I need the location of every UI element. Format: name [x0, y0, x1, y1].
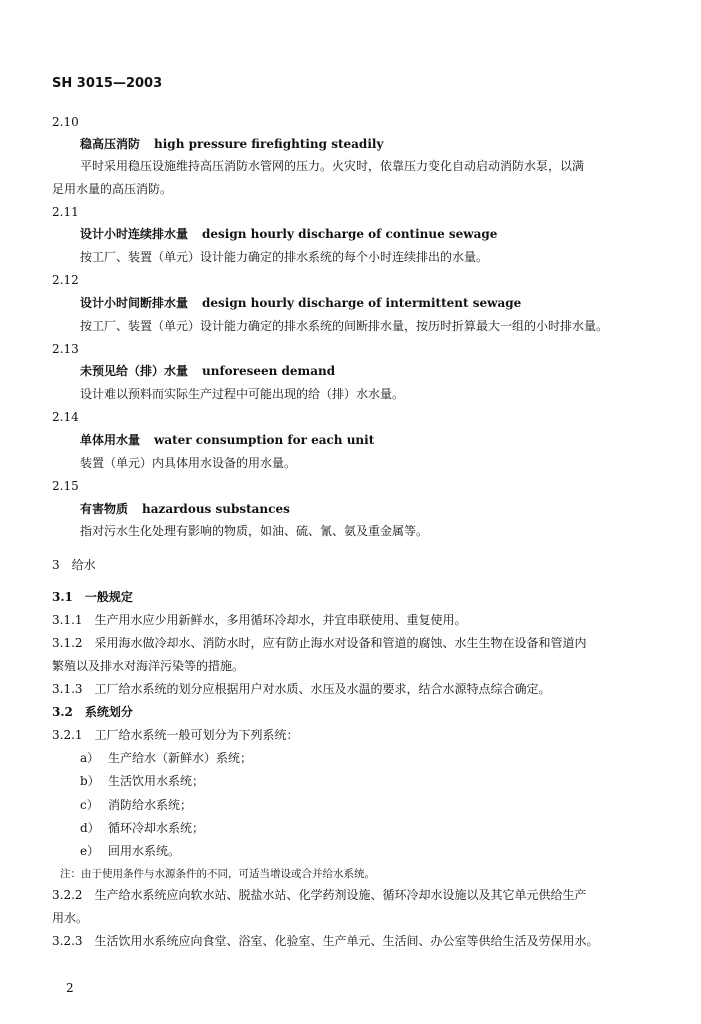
term-heading — [80, 226, 497, 242]
term-number: 2.15 — [52, 479, 79, 493]
clause: 3.2.1 工厂给水系统一般可划分为下列系统： — [52, 728, 299, 742]
term-en: hazardous substances — [142, 502, 290, 516]
term-en: design hourly discharge of intermittent sewage — [202, 296, 522, 310]
term-number: 2.13 — [52, 342, 79, 356]
subsection-heading: 3.2 系统划分 — [52, 705, 133, 719]
term-body: 指对污水生化处理有影响的物质，如油、硫、氰、氨及重金属等。 — [80, 524, 429, 538]
term-body-cont: 足用水量的高压消防。 — [52, 182, 173, 196]
term-body: 按工厂、装置（单元）设计能力确定的排水系统的每个小时连续排出的水量。 — [80, 250, 489, 264]
note: 注：由于使用条件与水源条件的不同，可适当增设或合并给水系统。 — [60, 868, 375, 880]
list-label: d） — [80, 821, 100, 835]
term-heading — [80, 363, 335, 379]
term-zh: 设计小时连续排水量 — [80, 227, 189, 241]
clause: 3.1.2 采用海水做冷却水、消防水时，应有防止海水对设备和管道的腐蚀、水生生物在设备和管道内 — [52, 636, 587, 650]
term-zh: 单体用水量 — [80, 433, 141, 447]
term-number: 2.11 — [52, 205, 79, 219]
term-heading — [80, 136, 383, 152]
list-text: 消防给水系统； — [108, 798, 193, 812]
clause: 3.2.3 生活饮用水系统应向食堂、浴室、化验室、生产单元、生活间、办公室等供给生活及劳保用水。 — [52, 934, 599, 948]
term-body: 装置（单元）内具体用水设备的用水量。 — [80, 456, 297, 470]
list-text: 循环冷却水系统； — [108, 821, 205, 835]
term-body: 按工厂、装置（单元）设计能力确定的排水系统的间断排水量，按历时折算最大一组的小时排水量。 — [80, 319, 609, 333]
list-item — [80, 750, 252, 766]
term-number: 2.12 — [52, 273, 79, 287]
term-zh: 稳高压消防 — [80, 137, 141, 151]
subsection-heading: 3.1 一般规定 — [52, 590, 133, 604]
term-en: unforeseen demand — [202, 364, 336, 378]
term-en: water consumption for each unit — [154, 433, 375, 447]
term-heading — [80, 432, 374, 448]
list-item — [80, 773, 204, 789]
term-heading — [80, 501, 290, 517]
list-label: e） — [80, 844, 100, 858]
list-text: 生活饮用水系统； — [108, 774, 205, 788]
list-text: 生产给水（新鲜水）系统； — [108, 751, 253, 765]
term-en: design hourly discharge of continue sewage — [202, 227, 498, 241]
clause-cont: 繁殖以及排水对海洋污染等的措施。 — [52, 659, 245, 673]
list-label: b） — [80, 774, 100, 788]
term-body: 平时采用稳压设施维持高压消防水管网的压力。火灾时，依靠压力变化自动启动消防水泵，以满 — [80, 159, 585, 173]
list-item — [80, 797, 192, 813]
list-label: c） — [80, 798, 99, 812]
term-zh: 有害物质 — [80, 502, 129, 516]
list-text: 回用水系统。 — [108, 844, 181, 858]
term-heading — [80, 295, 521, 311]
clause: 3.1.1 生产用水应少用新鲜水，多用循环冷却水，并宜串联使用、重复使用。 — [52, 613, 467, 627]
term-number: 2.14 — [52, 410, 79, 424]
clause: 3.2.2 生产给水系统应向软水站、脱盐水站、化学药剂设施、循环冷却水设施以及其它单元供给生产 — [52, 888, 587, 902]
list-item — [80, 820, 204, 836]
section-title: 3 给水 — [52, 558, 96, 572]
term-number: 2.10 — [52, 115, 79, 129]
clause-cont: 用水。 — [52, 911, 89, 925]
page-number: 2 — [66, 981, 74, 995]
term-zh: 未预见给（排）水量 — [80, 364, 189, 378]
document-header-code: SH 3015—2003 — [52, 76, 163, 91]
list-label: a） — [80, 751, 100, 765]
term-body: 设计难以预料而实际生产过程中可能出现的给（排）水水量。 — [80, 387, 405, 401]
list-item — [80, 843, 180, 859]
clause: 3.1.3 工厂给水系统的划分应根据用户对水质、水压及水温的要求，结合水源特点综合确定。 — [52, 682, 551, 696]
term-en: high pressure firefighting steadily — [154, 137, 384, 151]
term-zh: 设计小时间断排水量 — [80, 296, 189, 310]
